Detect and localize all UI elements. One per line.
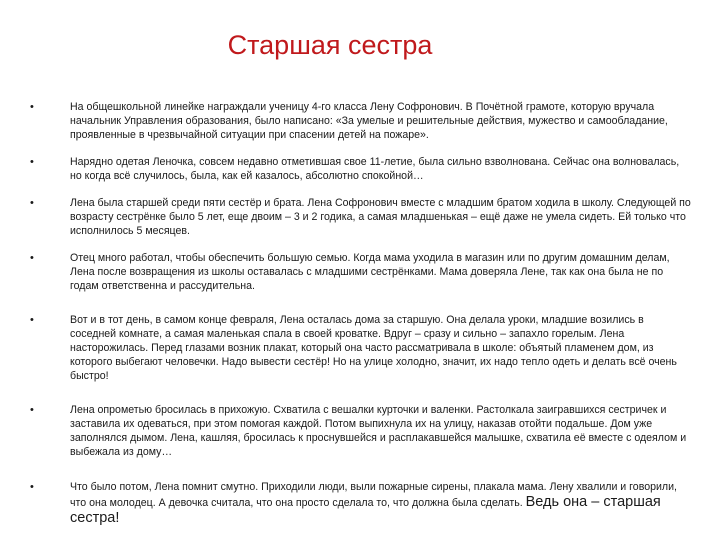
list-item — [28, 251, 692, 293]
bullet: • — [30, 481, 34, 493]
bullet: • — [30, 252, 34, 264]
list-item — [28, 403, 692, 459]
story-list — [28, 100, 692, 526]
final-emphasis: Ведь она – старшая сестра! — [70, 494, 661, 526]
list-item — [28, 480, 692, 526]
bullet: • — [30, 197, 34, 209]
bullet: • — [30, 156, 34, 168]
paragraph-1: На общешкольной линейке награждали ученицу 4-го класса Лену Софронович. В Почётной грамоте, которую вручала начальник Управления образования, было написано: «За умелые и решительные действия, мужество и самообладание, проявленные в чрезвычайной ситуации при спасении детей на пожаре». — [70, 101, 668, 141]
list-item — [28, 313, 692, 383]
bullet: • — [30, 314, 34, 326]
list-item — [28, 196, 692, 238]
bullet: • — [30, 404, 34, 416]
paragraph-5: Вот и в тот день, в самом конце февраля, Лена осталась дома за старшую. Она делала уроки, младшие возились в соседней комнате, а самая маленькая спала в своей кроватке. Вдруг – сразу и сильно – запахло горелым. Лена насторожилась. Перед глазами возник плакат, который она часто рассматривала в школе: объятый пламенем дом, из которого выбегают человечки. Надо вывести сестёр! Но на улице холодно, значит, их надо тепло одеть и делать всё очень быстро! — [70, 314, 677, 382]
list-item — [28, 155, 692, 183]
list-item — [28, 100, 692, 142]
paragraph-4: Отец много работал, чтобы обеспечить большую семью. Когда мама уходила в магазин или по другим домашним делам, Лена после возвращения из школы оставалась с младшими сестрёнками. Мама доверяла Лене, так как она была не по годам ответственна и рассудительна. — [70, 252, 670, 292]
page-title: Старшая сестра — [227, 30, 433, 60]
paragraph-2: Нарядно одетая Леночка, совсем недавно отметившая свое 11-летие, была сильно взволнована. Сейчас она волновалась, но когда всё случилось, была, как ей казалось, абсолютно спокойной… — [70, 156, 680, 182]
bullet: • — [30, 101, 34, 113]
paragraph-6: Лена опрометью бросилась в прихожую. Схватила с вешалки курточки и валенки. Растолкала заигравшихся сестричек и заставила их одеваться, при этом помогая каждой. Потом выпихнула их на улицу, наказав отойти подальше. Дом уже заполнялся дымом. Лена, кашляя, бросилась к проснувшейся и расплакавшейся малышке, схватила её вместе с одеялом и выбежала из дому… — [70, 404, 687, 458]
paragraph-7: Что было потом, Лена помнит смутно. Приходили люди, выли пожарные сирены, плакала мама. Лену хвалили и говорили, что она молодец. А девочка считала, что она просто сделала то, что должна была сделать. — [70, 481, 677, 509]
paragraph-3: Лена была старшей среди пяти сестёр и брата. Лена Софронович вместе с младшим братом ходила в школу. Следующей по возрасту сестрёнке было 5 лет, еще двоим – 3 и 2 годика, а самая младшенькая – ещё даже не умела сидеть. Ей только что исполнилось 5 месяцев. — [70, 197, 691, 237]
